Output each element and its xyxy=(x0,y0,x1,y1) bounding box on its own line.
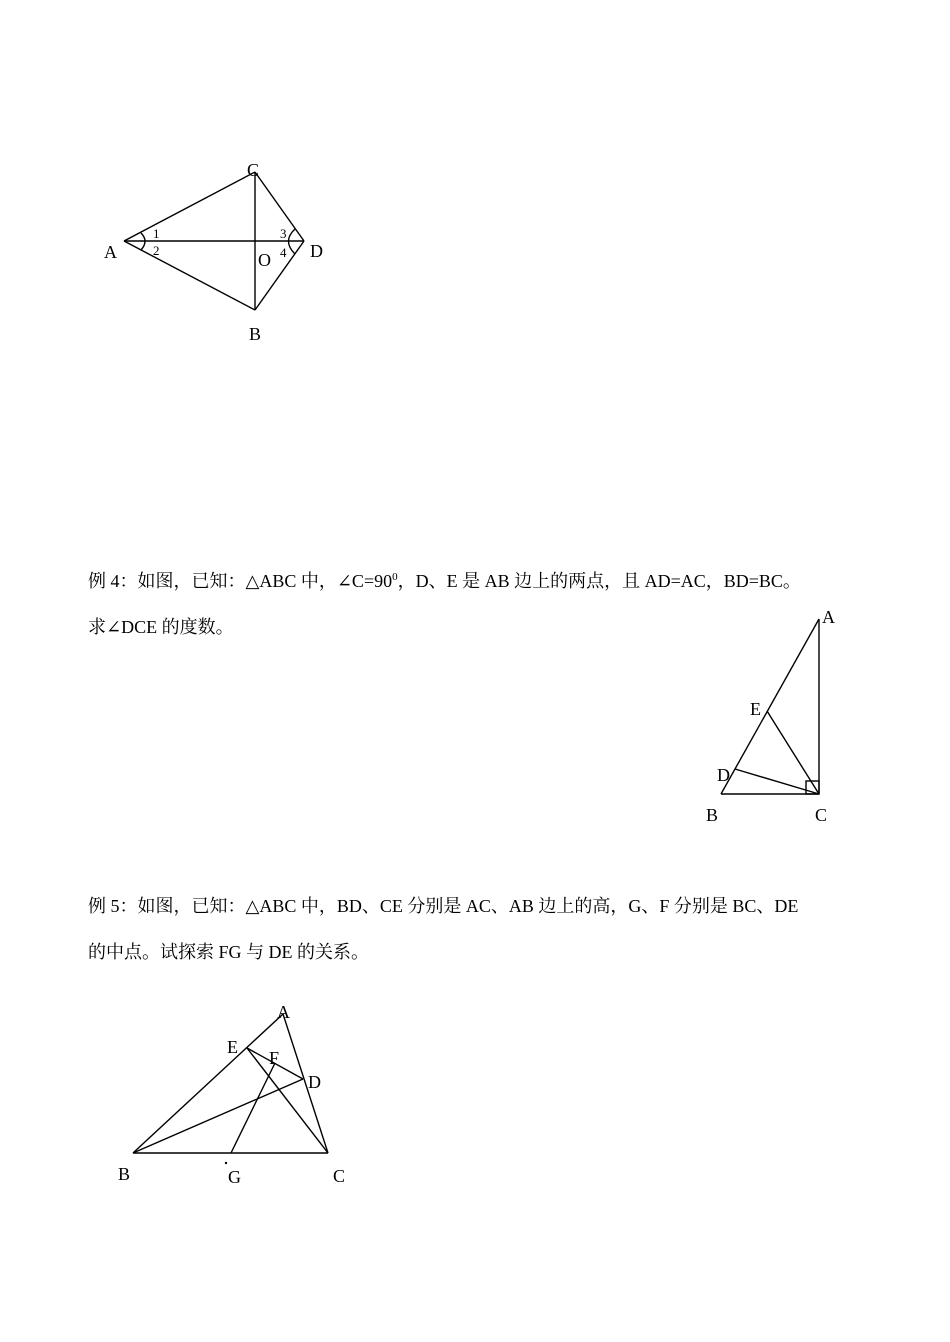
label-C: C xyxy=(247,160,260,180)
segment-CE xyxy=(247,1048,328,1153)
example-5-line1: 例 5：如图，已知：△ABC 中，BD、CE 分别是 AC、AB 边上的高，G、F 分别是 BC、DE xyxy=(88,896,799,916)
segment-AB xyxy=(133,1014,283,1153)
label-A: A xyxy=(822,607,835,627)
label-D: D xyxy=(717,765,730,785)
label-B: B xyxy=(118,1164,131,1184)
degree-superscript: 0 xyxy=(392,571,398,583)
example-5-line2: 的中点。试探索 FG 与 DE 的关系。 xyxy=(88,942,370,962)
example-4-line1-part1: 例 4：如图，已知：△ABC 中，∠C=90 xyxy=(88,571,393,591)
point-G-dot xyxy=(225,1162,227,1164)
angle-label-4: 4 xyxy=(280,245,287,260)
label-E: E xyxy=(750,699,761,719)
label-G: G xyxy=(228,1167,241,1187)
label-F: F xyxy=(269,1048,280,1068)
label-C: C xyxy=(815,805,828,825)
label-E: E xyxy=(227,1037,238,1057)
label-C: C xyxy=(333,1166,346,1186)
angle-label-2: 2 xyxy=(153,243,160,258)
label-O: O xyxy=(258,250,271,270)
label-B: B xyxy=(249,324,262,344)
label-D: D xyxy=(310,241,323,261)
label-D: D xyxy=(308,1072,321,1092)
label-A: A xyxy=(277,1002,290,1022)
segment-BD xyxy=(133,1079,303,1153)
label-B: B xyxy=(706,805,719,825)
label-A: A xyxy=(104,242,117,262)
angle-label-1: 1 xyxy=(153,226,160,241)
example-4-line1-part2: ，D、E 是 AB 边上的两点，且 AD=AC，BD=BC。 xyxy=(397,571,801,591)
angle-label-3: 3 xyxy=(280,226,287,241)
segment-AC xyxy=(283,1014,328,1153)
example-4-line2: 求∠DCE 的度数。 xyxy=(88,617,234,637)
